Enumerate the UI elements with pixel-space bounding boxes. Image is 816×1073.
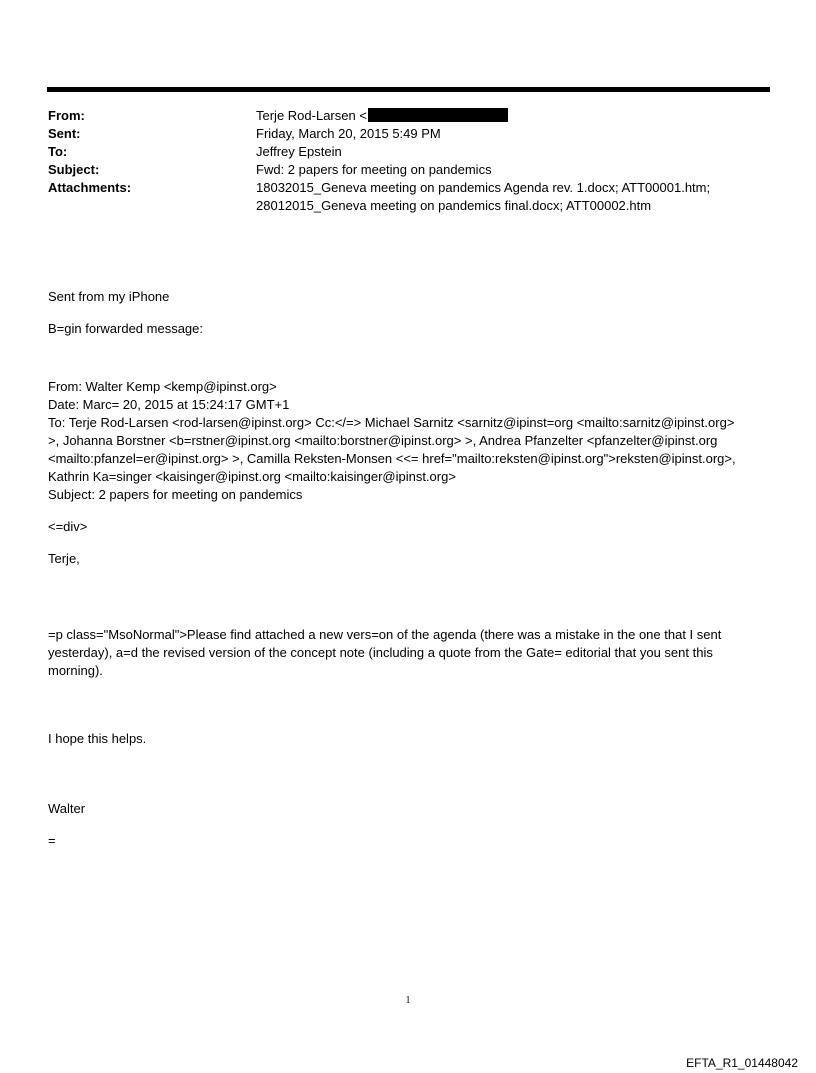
attachments-label: Attachments: <box>48 180 132 195</box>
forwarded-header: From: Walter Kemp <kemp@ipinst.org> Date: Marc= 20, 2015 at 15:24:17 GMT+1 To: Terje Rod-Larsen <rod-larsen@ipinst.org> Cc:</=> Michael Sarnitz <sarnitz@ipinst=org <mailto:sarnitz@ipinst.org> >, Johanna Borstner <b=rstner@ipinst.org <mailto:borstner@ipinst.org> >, Andrea Pfanzelter <pfanzelter@ipinst.org <mailto:pfanzel=er@ipinst.org> >, Camilla Reksten-Monsen <<= href="mailto:reksten@ipinst.org">reksten@ipinst.org>, Kathrin Ka=singer <kaisinger@ipinst.org <mailto:kaisinger@ipinst.org> Subject: 2 papers for meeting on pandemics <box>48 379 736 502</box>
div-tag-line: <=div> <box>48 519 88 534</box>
sent-from-line: Sent from my iPhone <box>48 289 170 304</box>
to-label: To: <box>48 144 68 159</box>
email-body <box>48 288 768 850</box>
subject-row <box>48 161 768 179</box>
closing-line: I hope this helps. <box>48 731 147 746</box>
signature: Walter <box>48 801 86 816</box>
sent-value: Friday, March 20, 2015 5:49 PM <box>256 126 441 141</box>
email-header <box>48 107 768 215</box>
bates-number: EFTA_R1_01448042 <box>686 1056 798 1070</box>
sent-label: Sent: <box>48 126 81 141</box>
from-label: From: <box>48 108 85 123</box>
subject-label: Subject: <box>48 162 100 177</box>
from-name: Terje Rod-Larsen < <box>256 108 367 123</box>
begin-forwarded-line: B=gin forwarded message: <box>48 321 204 336</box>
to-value: Jeffrey Epstein <box>256 144 342 159</box>
sent-row <box>48 125 768 143</box>
page-number: 1 <box>405 995 411 1006</box>
trailing-char: = <box>48 833 56 848</box>
from-value <box>256 107 768 125</box>
header-rule <box>47 87 770 92</box>
to-row <box>48 143 768 161</box>
redaction-bar <box>368 108 508 122</box>
subject-value: Fwd: 2 papers for meeting on pandemics <box>256 162 492 177</box>
from-row <box>48 107 768 125</box>
attachments-value: 18032015_Geneva meeting on pandemics Agenda rev. 1.docx; ATT00001.htm; 28012015_Geneva meeting on pandemics final.docx; ATT00002.htm <box>256 180 711 213</box>
message-paragraph: =p class="MsoNormal">Please find attached a new vers=on of the agenda (there was a mistake in the one that I sent yesterday), a=d the revised version of the concept note (including a quote from the Gate= editorial that you sent this morning). <box>48 627 722 678</box>
greeting: Terje, <box>48 551 80 566</box>
attachments-row <box>48 179 768 215</box>
